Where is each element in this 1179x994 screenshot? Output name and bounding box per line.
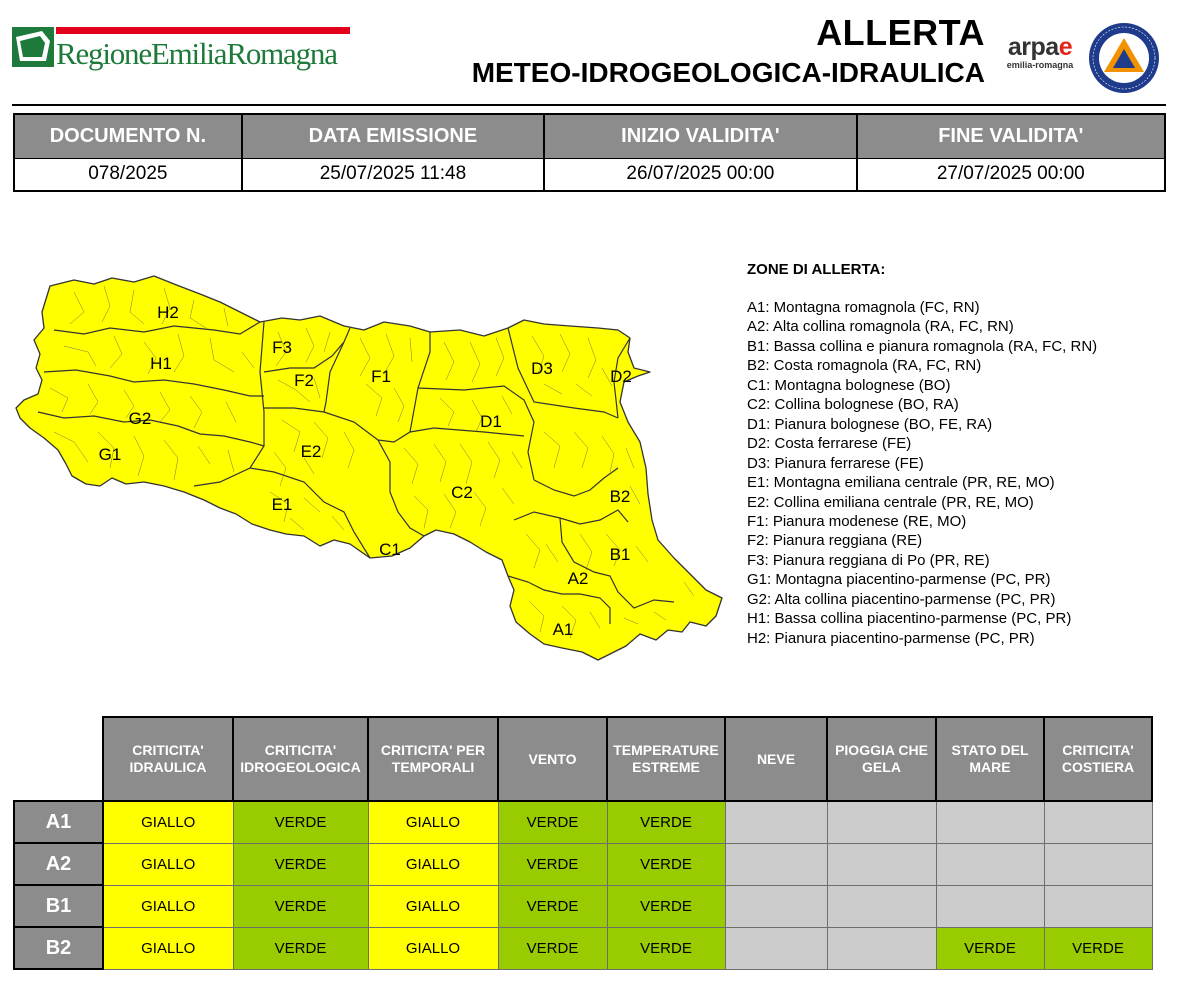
criticity-level-cell: VERDE: [607, 843, 725, 885]
criticity-column-header-line: TEMPERATURE: [613, 742, 719, 758]
legend-item-d1: D1: Pianura bolognese (BO, FE, RA): [747, 415, 993, 433]
criticity-level-cell: GIALLO: [368, 885, 498, 927]
map-label-c2: C2: [451, 483, 473, 502]
criticity-column-header-line: GELA: [862, 759, 901, 775]
map-label-h1: H1: [150, 354, 172, 373]
page-subtitle: METEO-IDROGEOLOGICA-IDRAULICA: [471, 57, 985, 88]
criticity-column-header: [233, 717, 368, 801]
validity-start-value: 26/07/2025 00:00: [544, 158, 856, 191]
page-title: ALLERTA: [816, 12, 985, 53]
legend-item-b2: B2: Costa romagnola (RA, FC, RN): [747, 357, 982, 375]
criticity-column-header-line: CRITICITA': [132, 742, 204, 758]
legend-item-f2: F2: Pianura reggiana (RE): [747, 532, 923, 550]
arpae-logo-accent: e: [1058, 33, 1073, 61]
criticity-level-cell: [827, 843, 936, 885]
criticity-row: [14, 885, 1152, 927]
map-label-a1: A1: [552, 620, 574, 639]
criticity-level-cell: GIALLO: [368, 927, 498, 969]
regione-wordmark: RegioneEmiliaRomagna: [56, 36, 337, 71]
document-info-values-row: [14, 158, 1165, 191]
criticity-level-cell: GIALLO: [368, 843, 498, 885]
criticity-level-cell: GIALLO: [103, 885, 233, 927]
map-label-h2: H2: [157, 303, 179, 322]
criticity-body: [14, 801, 1152, 969]
criticity-column-header: [1044, 717, 1152, 801]
map-label-d3: D3: [531, 359, 553, 378]
legend-item-d2: D2: Costa ferrarese (FE): [747, 435, 912, 453]
criticity-level-cell: [936, 843, 1044, 885]
criticity-column-header-line: IDRAULICA: [129, 759, 207, 775]
criticity-column-header-line: STATO DEL: [951, 742, 1029, 758]
criticity-column-header-line: CRITICITA': [264, 742, 337, 758]
criticity-row: [14, 801, 1152, 843]
criticity-header-row: [14, 717, 1152, 801]
criticity-column-header-line: MARE: [969, 759, 1011, 775]
criticity-level-cell: VERDE: [498, 843, 607, 885]
criticity-zone-cell: A1: [14, 801, 103, 843]
legend-title: ZONE DI ALLERTA:: [747, 261, 886, 278]
criticity-level-cell: [827, 927, 936, 969]
protezione-civile-logo-icon: [1088, 22, 1160, 94]
legend-item-g2: G2: Alta collina piacentino-parmense (PC, PR): [747, 590, 1056, 608]
criticity-level-cell: [1044, 801, 1152, 843]
criticity-zone-cell: B1: [14, 885, 103, 927]
criticity-level-cell: GIALLO: [368, 801, 498, 843]
criticity-level-cell: VERDE: [233, 885, 368, 927]
map-label-d2: D2: [610, 367, 632, 386]
legend-item-a1: A1: Montagna romagnola (FC, RN): [747, 299, 980, 316]
criticity-column-header-line: PIOGGIA CHE: [835, 742, 928, 758]
arpae-logo: [1000, 34, 1080, 78]
map-label-b2: B2: [609, 487, 631, 506]
criticity-level-cell: VERDE: [233, 843, 368, 885]
criticity-level-cell: VERDE: [498, 885, 607, 927]
criticity-level-cell: VERDE: [498, 927, 607, 969]
criticity-column-header: [936, 717, 1044, 801]
legend-item-c1: C1: Montagna bolognese (BO): [747, 376, 951, 394]
validity-start-header: INIZIO VALIDITA': [544, 114, 856, 158]
criticity-column-header: [607, 717, 725, 801]
criticity-level-cell: [1044, 843, 1152, 885]
legend-item-f1: F1: Pianura modenese (RE, MO): [747, 512, 967, 530]
criticity-level-cell: [936, 885, 1044, 927]
legend-item-c2: C2: Collina bolognese (BO, RA): [747, 396, 959, 414]
criticity-column-header-line: CRITICITA': [1062, 742, 1134, 758]
legend-item-e2: E2: Collina emiliana centrale (PR, RE, MO): [747, 493, 1034, 511]
criticity-row: [14, 843, 1152, 885]
logo-red-bar: [56, 27, 350, 34]
criticity-column-header-line: NEVE: [756, 750, 796, 767]
map-label-f1: F1: [371, 367, 391, 386]
criticity-level-cell: [725, 801, 827, 843]
criticity-column-header: [498, 717, 607, 801]
map-label-g1: G1: [98, 445, 122, 464]
document-info-header-row: [14, 114, 1165, 158]
criticity-level-cell: GIALLO: [103, 843, 233, 885]
criticity-column-header-line: TEMPORALI: [391, 759, 475, 775]
criticity-level-cell: VERDE: [498, 801, 607, 843]
criticity-column-header: [827, 717, 936, 801]
map-label-g2: G2: [128, 409, 152, 428]
map-label-a2: A2: [567, 569, 589, 588]
criticity-corner-cell: [14, 717, 103, 801]
validity-end-header: FINE VALIDITA': [857, 114, 1165, 158]
criticity-column-header-line: IDROGEOLOGICA: [240, 759, 361, 775]
legend-item-a2: A2: Alta collina romagnola (RA, FC, RN): [747, 318, 1014, 336]
issue-date-value: 25/07/2025 11:48: [242, 158, 544, 191]
criticity-column-header: [103, 717, 233, 801]
legend-item-d3: D3: Pianura ferrarese (FE): [747, 454, 924, 472]
alert-zones-map: [14, 272, 726, 670]
criticity-level-cell: [725, 843, 827, 885]
arpae-logo-text: [1000, 34, 1080, 60]
region-shape: [16, 276, 722, 660]
criticity-level-cell: VERDE: [607, 801, 725, 843]
criticity-level-cell: GIALLO: [103, 801, 233, 843]
criticity-column-header: [368, 717, 498, 801]
criticity-level-cell: VERDE: [607, 927, 725, 969]
criticity-level-cell: VERDE: [233, 801, 368, 843]
legend-item-e1: E1: Montagna emiliana centrale (PR, RE, MO): [747, 474, 1055, 492]
arpae-logo-sub: emilia-romagna: [1006, 60, 1074, 70]
zone-legend: [747, 261, 1167, 648]
criticity-level-cell: [1044, 885, 1152, 927]
criticity-level-cell: [827, 801, 936, 843]
document-info-table: [13, 113, 1166, 192]
criticity-level-cell: [827, 885, 936, 927]
map-label-e1: E1: [271, 495, 293, 514]
criticity-level-cell: [725, 927, 827, 969]
criticity-level-cell: [725, 885, 827, 927]
legend-item-b1: B1: Bassa collina e pianura romagnola (RA, FC, RN): [747, 337, 1098, 355]
criticity-level-cell: VERDE: [607, 885, 725, 927]
criticity-level-cell: VERDE: [936, 927, 1044, 969]
criticity-zone-cell: B2: [14, 927, 103, 969]
arpae-logo-main: arpa: [1007, 33, 1059, 61]
criticity-zone-cell: A2: [14, 843, 103, 885]
criticity-level-cell: [936, 801, 1044, 843]
map-label-f2: F2: [294, 371, 314, 390]
map-label-d1: D1: [480, 412, 502, 431]
criticity-row: [14, 927, 1152, 969]
legend-item-g1: G1: Montagna piacentino-parmense (PC, PR): [747, 571, 1051, 589]
criticity-column-header-line: ESTREME: [632, 759, 700, 775]
doc-number-value: 078/2025: [14, 158, 242, 191]
regione-mark-icon: [12, 27, 54, 67]
doc-number-header: DOCUMENTO N.: [14, 114, 242, 158]
criticity-level-cell: GIALLO: [103, 927, 233, 969]
header-divider: [12, 104, 1166, 106]
criticity-level-cell: VERDE: [233, 927, 368, 969]
validity-end-value: 27/07/2025 00:00: [857, 158, 1165, 191]
regione-emilia-romagna-logo: [12, 26, 342, 72]
map-label-f3: F3: [272, 338, 292, 357]
legend-item-h2: H2: Pianura piacentino-parmense (PC, PR): [747, 629, 1035, 647]
legend-item-f3: F3: Pianura reggiana di Po (PR, RE): [747, 551, 990, 569]
issue-date-header: DATA EMISSIONE: [242, 114, 544, 158]
criticity-level-cell: VERDE: [1044, 927, 1152, 969]
map-label-e2: E2: [300, 442, 322, 461]
criticity-column-header-line: VENTO: [528, 750, 577, 767]
map-label-c1: C1: [379, 540, 401, 559]
criticity-table: [13, 716, 1153, 970]
legend-item-h1: H1: Bassa collina piacentino-parmense (PC, PR): [747, 610, 1072, 628]
criticity-column-header: [725, 717, 827, 801]
criticity-column-header-line: CRITICITA' PER: [380, 742, 486, 758]
map-label-b1: B1: [609, 545, 631, 564]
criticity-column-header-line: COSTIERA: [1061, 759, 1135, 775]
